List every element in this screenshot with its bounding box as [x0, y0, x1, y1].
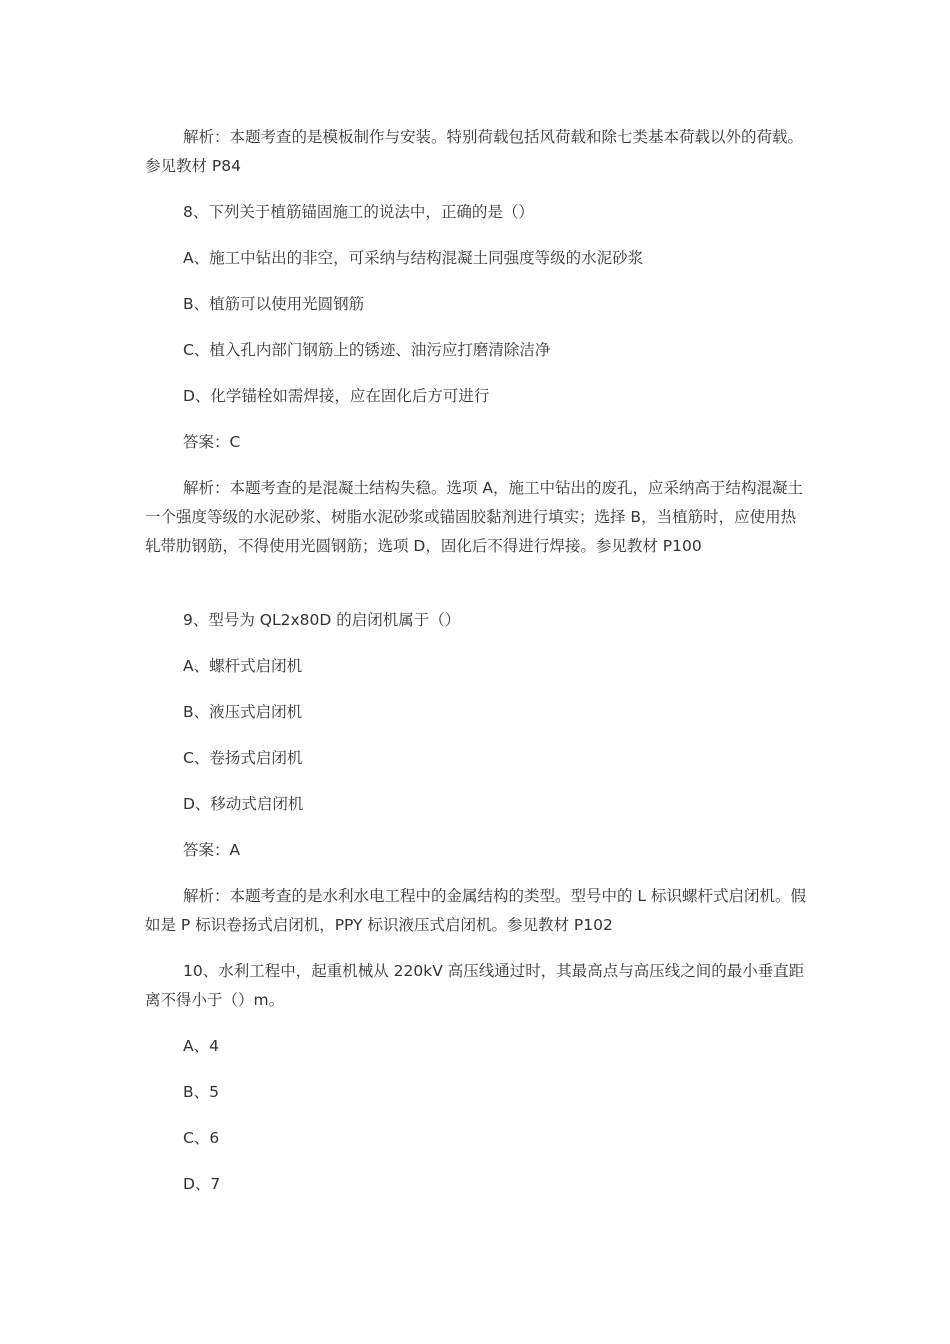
q8-option-d: D、化学锚栓如需焊接，应在固化后方可进行: [183, 387, 490, 405]
question-10: 10、水利工程中，起重机械从 220kV 高压线通过时，其最高点与高压线之间的最小垂直距离不得小于（）m。: [145, 962, 805, 1009]
q9-option-c: C、卷扬式启闭机: [183, 749, 303, 767]
q8-option-c: C、植入孔内部门钢筋上的锈迹、油污应打磨清除洁净: [183, 341, 551, 359]
q9-answer: 答案：A: [183, 841, 241, 859]
q10-option-d: D、7: [183, 1175, 221, 1193]
q9-option-b: B、液压式启闭机: [183, 703, 303, 721]
analysis-q9: 解析：本题考查的是水利水电工程中的金属结构的类型。型号中的 L 标识螺杆式启闭机。假如是 P 标识卷扬式启闭机，PPY 标识液压式启闭机。参见教材 P102: [145, 887, 806, 934]
q8-answer: 答案：C: [183, 433, 241, 451]
q10-option-a: A、4: [183, 1037, 219, 1055]
q10-option-c: C、6: [183, 1129, 220, 1147]
analysis-q7: 解析：本题考查的是模板制作与安装。特别荷载包括风荷载和除七类基本荷载以外的荷载。参见教材 P84: [145, 128, 804, 175]
q10-option-b: B、5: [183, 1083, 219, 1101]
q9-option-a: A、螺杆式启闭机: [183, 657, 303, 675]
analysis-q8: 解析：本题考查的是混凝土结构失稳。选项 A，施工中钻出的废孔，应采纳高于结构混凝土一个强度等级的水泥砂浆、树脂水泥砂浆或锚固胶黏剂进行填实；选择 B，当植筋时，应使用热轧带肋钢筋，不得使用光圆钢筋；选项 D，固化后不得进行焊接。参见教材 P100: [145, 479, 804, 555]
q9-option-d: D、移动式启闭机: [183, 795, 304, 813]
q8-option-a: A、施工中钻出的非空，可采纳与结构混凝土同强度等级的水泥砂浆: [183, 249, 644, 267]
question-9: 9、型号为 QL2x80D 的启闭机属于（）: [183, 611, 461, 629]
question-8: 8、下列关于植筋锚固施工的说法中，正确的是（）: [183, 203, 534, 221]
q8-option-b: B、植筋可以使用光圆钢筋: [183, 295, 365, 313]
